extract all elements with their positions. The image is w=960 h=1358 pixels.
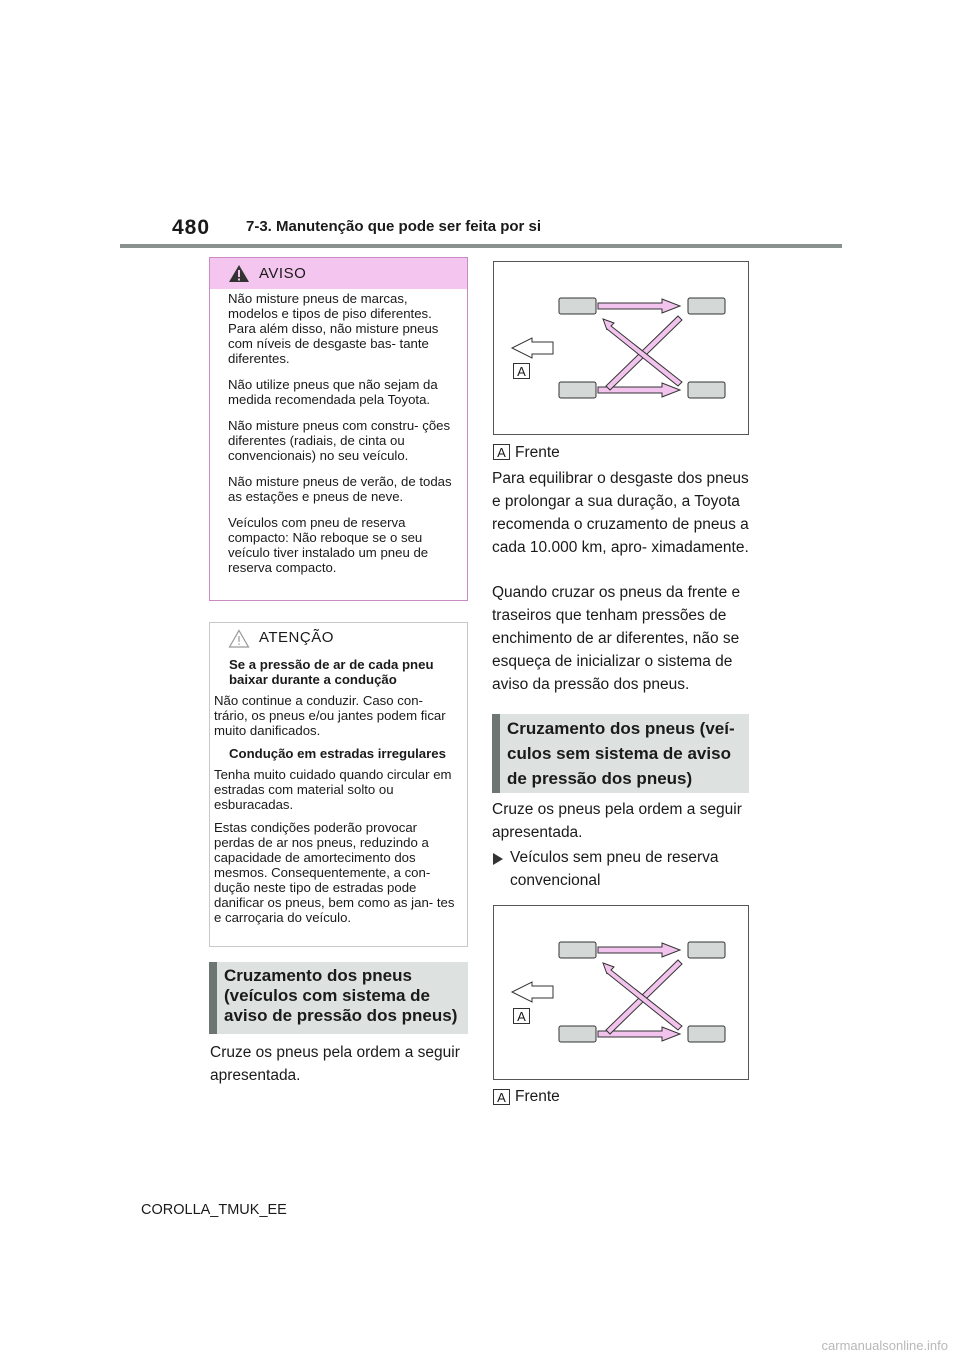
notice-box (209, 622, 468, 947)
notice-title: ATENÇÃO (259, 629, 334, 646)
warning-paragraph: Não misture pneus com constru- ções diferentes (radiais, de cinta ou convencionais) no seu veículo. (228, 418, 451, 463)
notice-header (210, 623, 467, 657)
tire-rotation-diagram (493, 905, 749, 1080)
warning-header (210, 258, 467, 289)
warning-box (209, 257, 468, 601)
bullet-arrow-icon (493, 852, 503, 870)
notice-subheading: Condução em estradas irregulares (229, 746, 446, 761)
notice-paragraph: Tenha muito cuidado quando circular em estradas com material solto ou esburacadas. (214, 767, 452, 812)
section-title: 7-3. Manutenção que pode ser feita por si (246, 218, 542, 235)
warning-body (210, 289, 467, 575)
page-number: 480 (172, 216, 211, 239)
notice-body (210, 657, 467, 925)
warning-paragraph: Não misture pneus de marcas, modelos e tipos de piso diferentes. Para além disso, não misture pneus com níveis de desgaste bas- tante diferentes. (228, 291, 439, 366)
watermark: carmanualsonline.info (821, 1338, 948, 1353)
warning-paragraph: Não utilize pneus que não sejam da medida recomendada pela Toyota. (228, 377, 438, 407)
rotation-instruction: Cruze os pneus pela ordem a seguir apresentada. (492, 801, 742, 841)
front-marker-label: A (513, 363, 530, 379)
legend-marker: A (493, 1089, 510, 1105)
rotation-instruction: Cruze os pneus pela ordem a seguir apresentada. (210, 1044, 460, 1084)
tpms-reset-reminder: Quando cruzar os pneus da frente e traseiros que tenham pressões de enchimento de ar diferentes, não se esqueça de inicializar o sistema de aviso da pressão dos pneus. (492, 584, 741, 693)
section-heading-without-tpms: Cruzamento dos pneus (veí- culos sem sistema de aviso de pressão dos pneus) (492, 714, 749, 793)
section-heading-with-tpms: Cruzamento dos pneus (veículos com sistema de aviso de pressão dos pneus) (209, 962, 468, 1034)
warning-paragraph: Não misture pneus de verão, de todas as estações e pneus de neve. (228, 474, 452, 504)
warning-paragraph: Veículos com pneu de reserva compacto: Não reboque se o seu veículo tiver instalado um pneu de reserva compacto. (228, 515, 429, 575)
caution-triangle-icon (228, 629, 250, 653)
front-marker-label: A (513, 1008, 530, 1024)
model-code-footer: COROLLA_TMUK_EE (141, 1202, 287, 1218)
notice-paragraph: Estas condições poderão provocar perdas de ar nos pneus, reduzindo a capacidade de amortecimento dos mesmos. Consequentemente, a con- dução neste tipo de estradas pode danificar os pneus, bem como as jan- tes e carroçaria do veículo. (214, 820, 455, 925)
notice-subheading: Se a pressão de ar de cada pneu baixar durante a condução (229, 657, 434, 687)
legend-marker: A (493, 444, 510, 460)
warning-triangle-icon (228, 264, 250, 288)
legend-caption: Frente (515, 1088, 560, 1105)
legend-caption: Frente (515, 444, 560, 461)
rotation-recommendation: Para equilibrar o desgaste dos pneus e prolongar a sua duração, a Toyota recomenda o cruzamento de pneus a cada 10.000 km, apro- ximadamente. (492, 470, 749, 556)
notice-paragraph: Não continue a conduzir. Caso con- trário, os pneus e/ou jantes podem ficar muito danificados. (214, 693, 446, 738)
bullet-item: Veículos sem pneu de reserva convencional (510, 849, 719, 889)
warning-title: AVISO (259, 265, 307, 282)
tire-rotation-diagram (493, 261, 749, 435)
header-divider (120, 244, 842, 248)
